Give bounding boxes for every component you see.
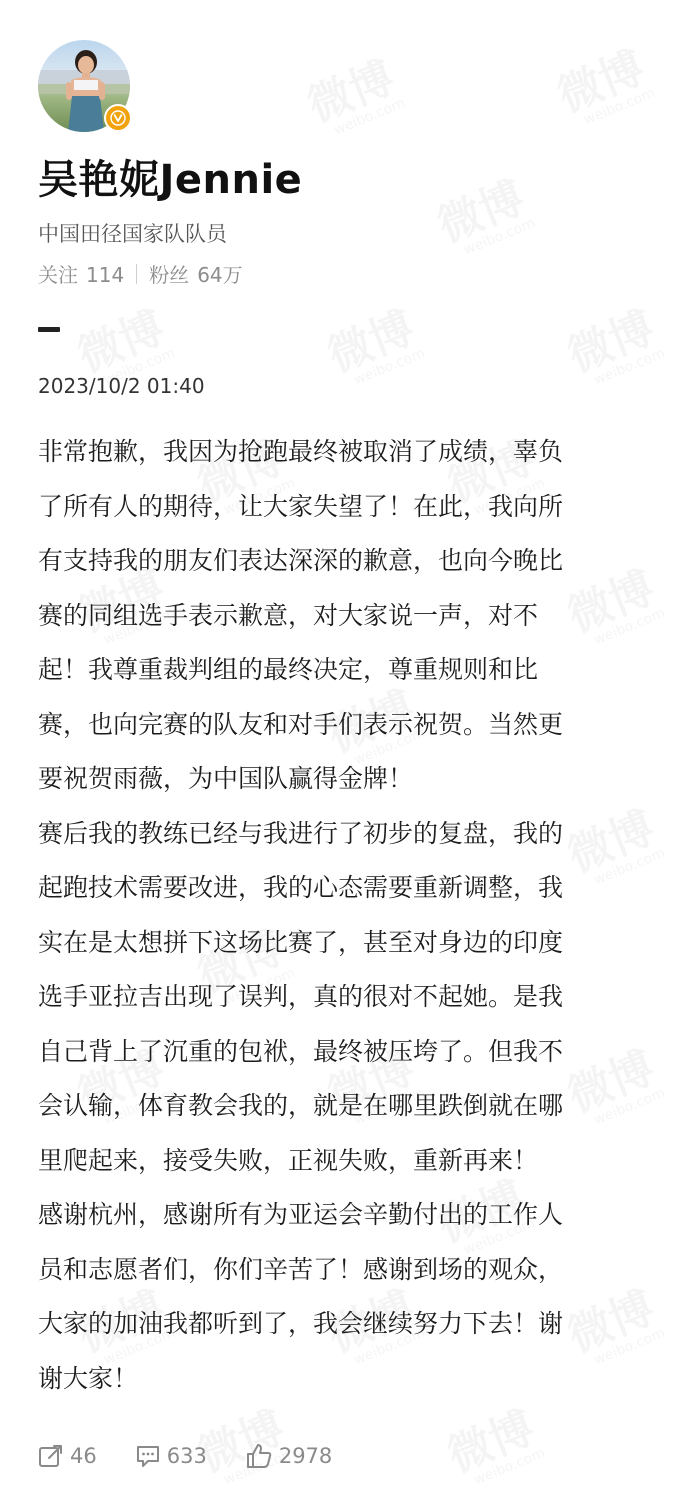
post-text-line: 了所有人的期待，让大家失望了！在此，我向所	[38, 491, 564, 521]
post-text-line: 大家的加油我都听到了，我会继续努力下去！谢	[38, 1309, 564, 1338]
post-text-line: 赛后我的教练已经与我进行了初步的复盘，我的	[38, 818, 564, 848]
like-button[interactable]	[245, 1442, 332, 1470]
followers-stat[interactable]	[149, 259, 242, 288]
watermark	[432, 175, 537, 262]
post-text-line: 起跑技术需要改进，我的心态需要重新调整，我	[38, 873, 564, 902]
stats-divider	[136, 264, 137, 284]
post-text-line: 赛的同组选手表示歉意，对大家说一声，对不	[38, 600, 539, 630]
post-text-line: 实在是太想拼下这场比赛了，甚至对身边的印度	[38, 927, 564, 957]
watermark	[442, 1405, 547, 1492]
profile-stats	[38, 259, 243, 288]
repost-icon	[38, 1443, 64, 1469]
post-text-line: 会认输，体育教会我的，就是在哪里跌倒就在哪	[38, 1091, 564, 1120]
profile-bio: 中国田径国家队队员	[38, 222, 227, 246]
repost-count: 46	[70, 1444, 97, 1468]
post-text-line: 要祝贺雨薇，为中国队赢得金牌！	[38, 764, 414, 793]
post-text-line: 自己背上了沉重的包袱，最终被压垮了。但我不	[38, 1036, 564, 1066]
post-text-line: 谢大家！	[38, 1363, 139, 1393]
avatar[interactable]	[38, 40, 130, 132]
comment-button[interactable]	[135, 1443, 207, 1469]
following-label: 关注	[38, 263, 78, 287]
comment-count: 633	[166, 1444, 207, 1468]
profile-name[interactable]: 吴艳妮Jennie	[38, 157, 303, 203]
watermark	[552, 45, 657, 132]
followers-label: 粉丝	[149, 263, 190, 287]
following-stat[interactable]	[38, 259, 124, 288]
watermark	[302, 55, 407, 142]
watermark	[562, 305, 667, 392]
comment-icon	[135, 1443, 161, 1469]
post-text-line: 里爬起来，接受失败，正视失败，重新再来！	[38, 1145, 539, 1175]
following-count: 114	[86, 263, 125, 287]
watermark	[322, 305, 427, 392]
like-count: 2978	[278, 1444, 333, 1468]
post-text-line: 起！我尊重裁判组的最终决定，尊重规则和比	[38, 655, 539, 684]
followers-count: 64万	[197, 263, 243, 287]
repost-button[interactable]	[38, 1443, 97, 1469]
post-text-line: 选手亚拉吉出现了误判，真的很对不起她。是我	[38, 982, 564, 1011]
post-text-line: 感谢杭州，感谢所有为亚运会辛勤付出的工作人	[38, 1200, 564, 1229]
post-text-line: 员和志愿者们，你们辛苦了！感谢到场的观众，	[38, 1254, 564, 1284]
post-actions	[38, 1438, 370, 1474]
post-text-line: 赛，也向完赛的队友和对手们表示祝贺。当然更	[38, 709, 564, 739]
post-text-line: 有支持我的朋友们表达深深的歉意，也向今晚比	[38, 546, 564, 575]
post-timestamp: 2023/10/2 01:40	[38, 374, 205, 398]
verified-badge-icon	[104, 104, 132, 132]
section-divider-mark	[38, 327, 60, 332]
post-text-line: 非常抱歉，我因为抢跑最终被取消了成绩，辜负	[38, 437, 564, 466]
post-body	[38, 425, 648, 1406]
like-icon	[245, 1442, 273, 1470]
